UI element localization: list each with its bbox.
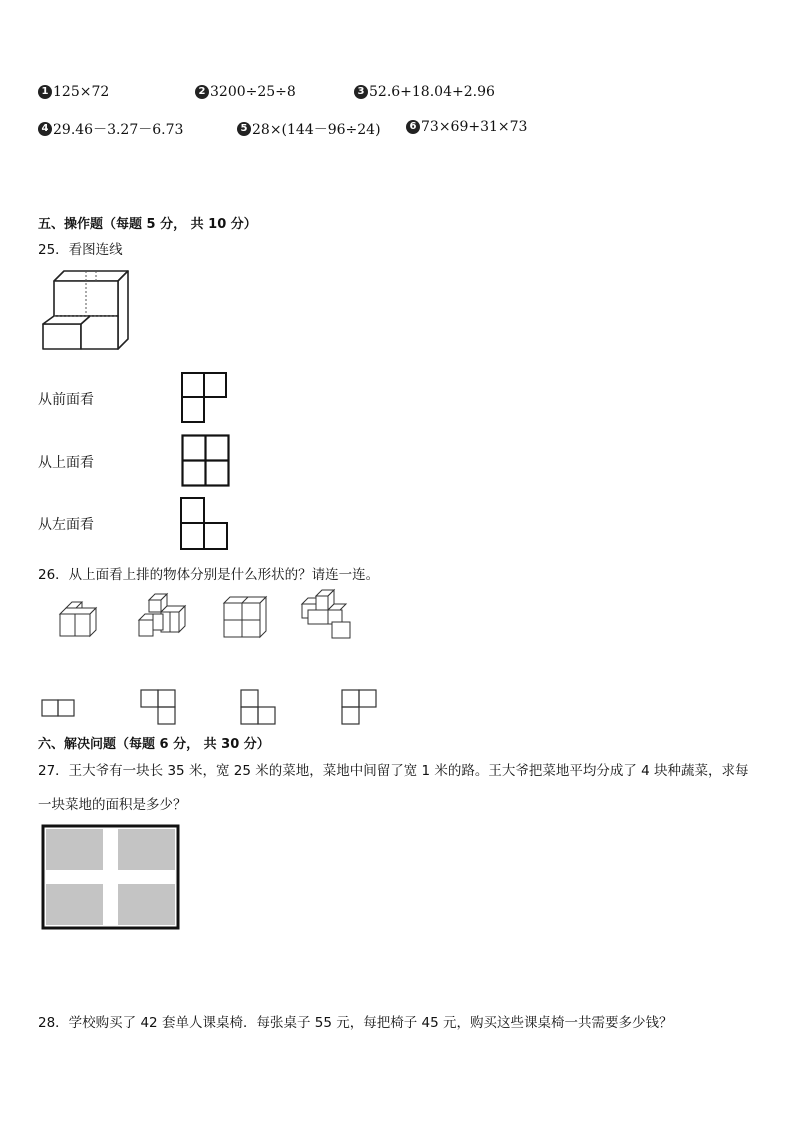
- q27-text-line1: 27．王大爷有一块长 35 米，宽 25 米的菜地，菜地中间留了宽 1 米的路。王大爷把菜地平均分成了 4 块种蔬菜，求每: [38, 763, 749, 779]
- calc-expression: 3200÷25÷8: [210, 84, 296, 100]
- q25-title: 25．看图连线: [38, 242, 123, 258]
- calc-item-6: [406, 119, 527, 135]
- circled-number-6: 6: [406, 120, 420, 134]
- front-view-shape: [181, 372, 229, 424]
- view-label-front: 从前面看: [38, 392, 94, 408]
- q26-title: 26．从上面看上排的物体分别是什么形状的？请连一连。: [38, 567, 380, 583]
- calc-item-4: [38, 119, 183, 139]
- calc-item-2: [195, 84, 296, 100]
- circled-number-1: 1: [38, 85, 52, 99]
- calc-item-3: [354, 84, 495, 100]
- q27-text-line2: 一块菜地的面积是多少？: [38, 797, 187, 813]
- calc-expression: 29.46－3.27－6.73: [53, 122, 184, 138]
- solid-a-figure: [56, 600, 102, 640]
- calc-expression: 28×(144－96÷24): [252, 122, 381, 138]
- plan-a-shape: [41, 699, 75, 717]
- calc-expression: 52.6+18.04+2.96: [369, 84, 495, 100]
- solid-c-figure: [222, 595, 268, 639]
- top-view-shape: [181, 434, 231, 488]
- plan-c-shape: [240, 689, 276, 725]
- view-label-left: 从左面看: [38, 517, 94, 533]
- q25-block-figure: [38, 266, 133, 356]
- left-view-shape: [180, 497, 230, 551]
- solid-b-figure: [137, 592, 189, 642]
- calc-expression: 125×72: [53, 84, 110, 100]
- section-5-title: 五、操作题（每题 5 分， 共 10 分）: [38, 217, 257, 232]
- plan-d-shape: [341, 689, 377, 725]
- plan-b-shape: [140, 689, 176, 725]
- circled-number-4: 4: [38, 122, 52, 136]
- circled-number-5: 5: [237, 122, 251, 136]
- view-label-top: 从上面看: [38, 455, 94, 471]
- calc-expression: 73×69+31×73: [421, 119, 528, 135]
- circled-number-3: 3: [354, 85, 368, 99]
- calc-item-5: [237, 119, 381, 139]
- solid-d-figure: [300, 588, 354, 640]
- calc-item-1: [38, 84, 109, 100]
- section-6-title: 六、解决问题（每题 6 分， 共 30 分）: [38, 737, 270, 752]
- q28-title: 28．学校购买了 42 套单人课桌椅．每张桌子 55 元，每把椅子 45 元，购买这些课桌椅一共需要多少钱？: [38, 1015, 673, 1031]
- circled-number-2: 2: [195, 85, 209, 99]
- q27-field-diagram: [41, 824, 181, 930]
